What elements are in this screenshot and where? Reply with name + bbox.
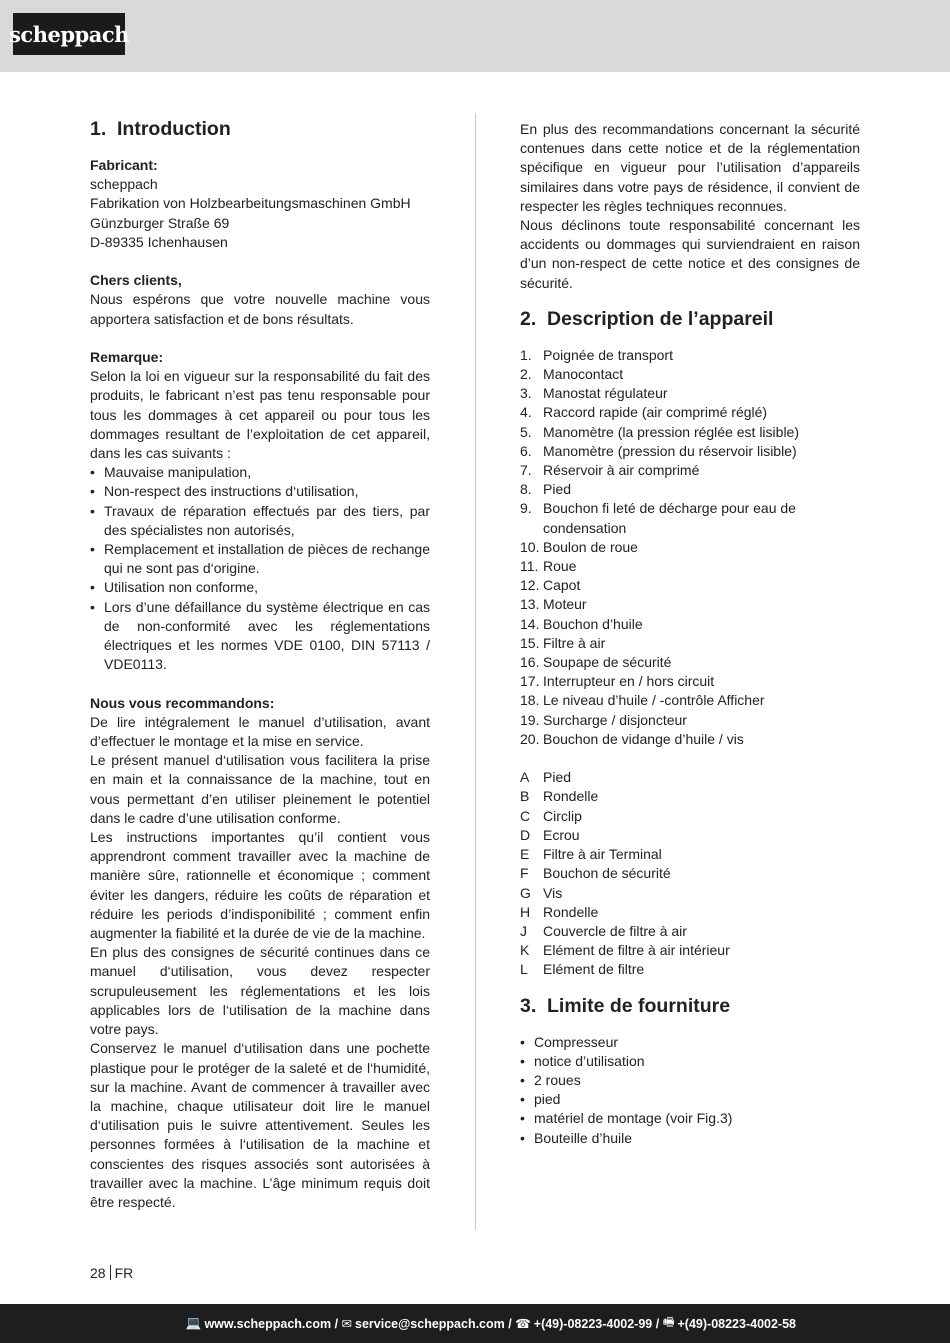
list-item: [520, 807, 860, 826]
list-item: [520, 384, 860, 403]
list-item: • Remplacement et installation de pièces de rechange qui ne sont pas d‘origine.: [90, 540, 430, 578]
item-text: Surcharge / disjoncteur: [543, 711, 687, 728]
parts-list: [520, 346, 860, 749]
list-item: [520, 768, 860, 787]
section-title: Limite de fourniture: [547, 994, 731, 1017]
list-item: [520, 365, 860, 384]
item-number: 15.: [520, 634, 540, 651]
item-number: 8.: [520, 481, 532, 498]
header-bar: [0, 0, 950, 72]
item-text: Bouchon de sécurité: [543, 865, 671, 882]
list-item: [520, 442, 860, 461]
remark-label: Remarque:: [90, 349, 164, 365]
item-text: Manocontact: [543, 366, 624, 383]
list-item: [520, 960, 860, 979]
list-item: [520, 576, 860, 595]
supply-list: [520, 1033, 860, 1148]
list-item: • matériel de montage (voir Fig.3): [520, 1109, 860, 1128]
page-number: [90, 1265, 133, 1281]
section-title: Description de l’appareil: [547, 307, 774, 330]
item-text: Interrupteur en / hors circuit: [543, 673, 715, 690]
section-3-heading: [520, 995, 860, 1017]
list-item: [520, 595, 860, 614]
item-number: A: [520, 769, 530, 786]
item-text: Manomètre (la pression réglée est lisible): [543, 423, 799, 440]
paragraph: Le présent manuel d‘utilisation vous facilitera la prise en main et la connaissance de la machine, tout en vous permettant d’en utiliser pleinement le potentiel dans le cadre d’une utilisation conforme.: [90, 752, 430, 826]
item-number: G: [520, 884, 531, 901]
item-number: E: [520, 846, 530, 863]
list-item: [520, 922, 860, 941]
item-text: Rondelle: [543, 903, 599, 920]
list-item: [520, 787, 860, 806]
list-item: [520, 499, 860, 537]
section-1-heading: [90, 118, 430, 140]
item-text: Manomètre (pression du réservoir lisible): [543, 442, 797, 459]
item-text: Pied: [543, 481, 572, 498]
item-number: 2.: [520, 366, 532, 383]
remark-text: Selon la loi en vigueur sur la responsabilité du fait des produits, le fabricant n’est pas tenu responsable pour tous les dommages à cet appareil ou pour tous les dommages resultant de l’exploitation de cet appareil, dans les cas suivants :: [90, 368, 430, 462]
remark-list: [90, 463, 430, 674]
list-item: [520, 423, 860, 442]
clients-text: Nous espérons que votre nouvelle machine vous apportera satisfaction et de bons résultats.: [90, 291, 430, 327]
list-item: [520, 826, 860, 845]
list-item: • Non-respect des instructions d‘utilisation,: [90, 482, 430, 501]
clients-label: Chers clients,: [90, 272, 182, 289]
recommend-label: Nous vous recommandons:: [90, 694, 275, 711]
computer-icon: 💻: [185, 1316, 202, 1330]
item-number: J: [520, 922, 527, 939]
item-text: Soupape de sécurité: [543, 654, 672, 671]
right-column: [520, 120, 860, 1148]
item-text: Moteur: [543, 596, 587, 613]
footer-bar: 💻 www.scheppach.com / ✉ service@scheppach.com / ☎ +(49)-08223-4002-99 / 🖷 +(49)-08223-4002-58: [0, 1304, 950, 1343]
item-number: 16.: [520, 654, 540, 671]
fax-icon: 🖷: [662, 1315, 675, 1329]
item-number: 18.: [520, 692, 540, 709]
list-item: • Travaux de réparation effectués par des tiers, par des spécialistes non autorisés,: [90, 502, 430, 540]
footer-email[interactable]: service@scheppach.com: [355, 1316, 505, 1331]
section-title: Introduction: [117, 118, 231, 140]
manufacturer-line: D-89335 Ichenhausen: [90, 233, 228, 250]
section-number: 1.: [90, 118, 107, 140]
list-item: [520, 538, 860, 557]
paragraph: En plus des consignes de sécurité continues dans ce manuel d‘utilisation, vous devez respecter scrupuleusement les réglementations et les lois applicables lors de l‘utilisation de la machine dans votre pays.: [90, 944, 430, 1038]
item-text: Couvercle de filtre à air: [543, 922, 687, 939]
item-number: H: [520, 903, 531, 920]
item-number: 10.: [520, 538, 540, 555]
list-item: • pied: [520, 1090, 860, 1109]
item-number: 13.: [520, 596, 540, 613]
paragraph: Nous déclinons toute responsabilité concernant les accidents ou dommages qui surviendraient en raison d’un non-respect de cette notice et des consignes de sécurité.: [520, 217, 860, 291]
item-text: Filtre à air: [543, 634, 606, 651]
item-number: 11.: [520, 558, 539, 575]
list-item: [520, 480, 860, 499]
item-number: 6.: [520, 442, 532, 459]
list-item: [520, 691, 860, 710]
paragraph: Conservez le manuel d‘utilisation dans une pochette plastique pour le protéger de la saleté et de l‘humidité, sur la machine. Avant de commencer à travailler avec la machine, chaque utilisateur doit lire le manuel d‘utilisation puis le suivre attentivement. Seules les personnes formées à l‘utilisation de la machine et conscientes des risques associés sont autorisées à travailler avec la machine. L’âge minimum requis doit être respecté.: [90, 1040, 430, 1210]
section-number: 3.: [520, 994, 537, 1017]
item-text: Elément de filtre à air intérieur: [543, 942, 730, 959]
paragraph: Les instructions importantes qu’il contient vous apprendront comment travailler avec la machine de manière sûre, rationnelle et économique ; comment éviter les dangers, réduire les coûts de réparation et réduire les periods d’indisponibilité ; comment enfin augmenter la fiabilité et la durée de vie de la machine.: [90, 829, 430, 942]
item-text: Ecrou: [543, 826, 580, 843]
item-text: Poignée de transport: [543, 346, 673, 363]
list-item: • Compresseur: [520, 1033, 860, 1052]
section-number: 2.: [520, 307, 537, 330]
list-item: • Bouteille d’huile: [520, 1129, 860, 1148]
footer-phone: +(49)-08223-4002-99: [533, 1316, 653, 1331]
list-item: • notice d’utilisation: [520, 1052, 860, 1071]
item-number: F: [520, 865, 529, 882]
list-item: [520, 730, 860, 749]
item-number: 19.: [520, 711, 540, 728]
footer-fax: +(49)-08223-4002-58: [677, 1316, 796, 1331]
list-item: [520, 557, 860, 576]
list-item: • 2 roues: [520, 1071, 860, 1090]
item-number: 3.: [520, 385, 532, 402]
manufacturer-line: Günzburger Straße 69: [90, 214, 230, 231]
item-text: Raccord rapide (air comprimé réglé): [543, 404, 768, 421]
left-column: [90, 118, 430, 1212]
item-number: D: [520, 826, 531, 843]
item-text: Le niveau d’huile / -contrôle Afficher: [543, 692, 765, 709]
list-item: [520, 461, 860, 480]
list-item: [520, 864, 860, 883]
list-item: [520, 615, 860, 634]
list-item: [520, 653, 860, 672]
paragraph: En plus des recommandations concernant la sécurité contenues dans cette notice et de la réglementation spécifique en vigueur pour l’utilisation d’appareils similaires dans votre pays de résidence, il convient de respecter les règles techniques reconnues.: [520, 121, 860, 214]
footer-website[interactable]: www.scheppach.com: [204, 1316, 332, 1331]
item-text: Réservoir à air comprimé: [543, 462, 700, 479]
item-text: Manostat régulateur: [543, 385, 668, 402]
item-number: B: [520, 788, 530, 805]
item-text: Bouchon d’huile: [543, 615, 643, 632]
item-number: C: [520, 807, 531, 824]
item-number: 17.: [520, 673, 540, 690]
item-text: Elément de filtre: [543, 961, 645, 978]
item-text: Vis: [543, 884, 563, 901]
item-text: Bouchon de vidange d’huile / vis: [543, 730, 744, 747]
list-item: [520, 711, 860, 730]
list-item: [520, 672, 860, 691]
item-number: 4.: [520, 404, 532, 421]
list-item: • Mauvaise manipulation,: [90, 463, 430, 482]
manufacturer-label: Fabricant:: [90, 157, 158, 173]
list-item: [520, 346, 860, 365]
column-divider: [475, 113, 476, 1230]
item-number: 9.: [520, 500, 532, 517]
page-language: FR: [114, 1265, 134, 1281]
item-number: 7.: [520, 462, 532, 479]
manufacturer-line: Fabrikation von Holzbearbeitungsmaschinen GmbH: [90, 195, 411, 212]
list-item: [520, 884, 860, 903]
item-text: Filtre à air Terminal: [543, 846, 662, 863]
telephone-icon: ☎: [515, 1317, 531, 1331]
manufacturer-line: scheppach: [90, 176, 158, 193]
page-separator: [110, 1265, 111, 1280]
item-text: Capot: [543, 577, 581, 594]
item-text: Bouchon fi leté de décharge pour eau de condensation: [543, 500, 796, 536]
paragraph: De lire intégralement le manuel d’utilisation, avant d’effectuer le montage et la mise en service.: [90, 713, 430, 750]
page-number-value: 28: [90, 1265, 106, 1281]
item-text: Pied: [543, 769, 572, 786]
list-item: • Lors d’une défaillance du système électrique en cas de non-conformité avec les réglementations électriques et les normes VDE 0100, DIN 57113 / VDE0113.: [90, 598, 430, 675]
item-text: Boulon de roue: [543, 538, 638, 555]
item-number: 20.: [520, 730, 540, 747]
scheppach-logo: scheppach: [13, 13, 125, 55]
item-number: 12.: [520, 577, 540, 594]
item-number: 14.: [520, 615, 540, 632]
list-item: [520, 903, 860, 922]
item-number: L: [520, 961, 528, 978]
item-number: 1.: [520, 346, 532, 363]
item-number: 5.: [520, 423, 532, 440]
item-text: Rondelle: [543, 788, 599, 805]
component-letter-list: [520, 768, 860, 979]
item-number: K: [520, 942, 530, 959]
item-text: Circlip: [543, 807, 582, 824]
list-item: [520, 941, 860, 960]
list-item: [520, 845, 860, 864]
envelope-icon: ✉: [341, 1317, 352, 1331]
list-item: [520, 403, 860, 422]
list-item: [520, 634, 860, 653]
list-item: • Utilisation non conforme,: [90, 578, 430, 597]
section-2-heading: [520, 308, 860, 330]
item-text: Roue: [543, 558, 577, 575]
